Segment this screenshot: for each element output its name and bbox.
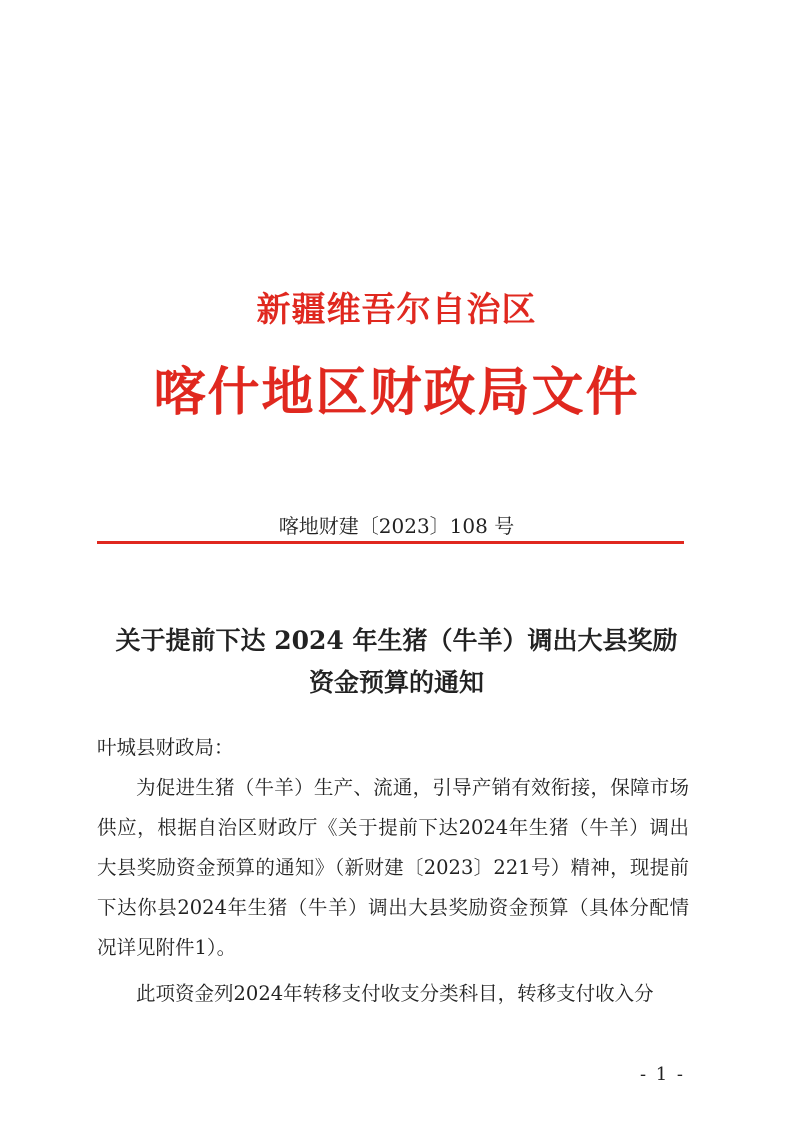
document-number: 喀地财建〔2023〕108 号 [278, 514, 515, 538]
body-paragraph-1: 为促进生猪（牛羊）生产、流通，引导产销有效衔接，保障市场供应，根据自治区财政厅《关于提前下达2024年生猪（牛羊）调出大县奖励资金预算的通知》（新财建〔2023〕221号）精神，现提前下达你县2024年生猪（牛羊）调出大县奖励资金预算（具体分配情况详见附件1）。 [97, 776, 689, 959]
document-title [60, 620, 733, 704]
body-paragraph-2: 此项资金列2024年转移支付收支分类科目，转移支付收入分 [136, 982, 654, 1005]
title-line-1: 关于提前下达 2024 年生猪（牛羊）调出大县奖励 [115, 626, 678, 655]
page-number: - 1 - [639, 1064, 685, 1085]
red-separator-line [97, 541, 684, 544]
document-body [97, 728, 689, 1014]
issuer-office-file-header: 喀什地区财政局文件 [153, 362, 640, 423]
addressee: 叶城县财政局： [97, 736, 234, 759]
title-line-2: 资金预算的通知 [308, 668, 484, 697]
issuer-region: 新疆维吾尔自治区 [256, 290, 537, 330]
